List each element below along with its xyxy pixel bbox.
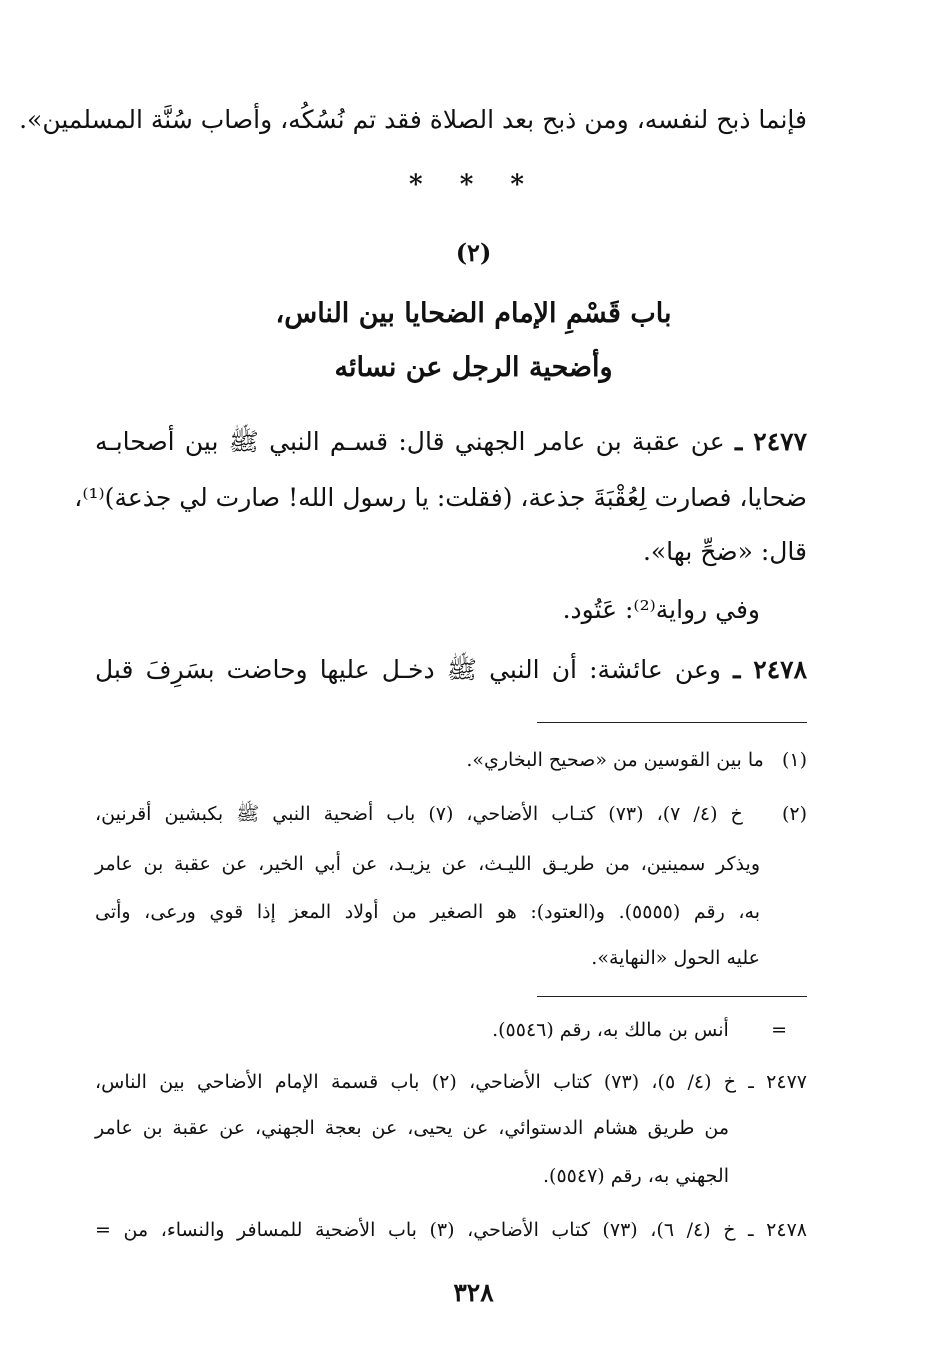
footnote-2-line-1 <box>95 798 807 830</box>
footnote-divider <box>537 722 807 723</box>
footnote-2-line-4: عليه الحول «النهاية». <box>591 947 760 969</box>
hadith-text: وعن عائشة: أن النبي ﷺ دخـل عليها وحاضت بسَرِفَ قبل <box>95 655 721 684</box>
footnote-marker: (١) <box>781 749 807 771</box>
source-2477-line-2: من طريق هشام الدستوائي، عن يحيى، عن بعجة الجهني، عن عقبة بن عامر <box>95 1117 729 1139</box>
footnote-text: ما بين القوسين من «صحيح البخاري». <box>466 749 764 771</box>
source-2477-line-1: ٢٤٧٧ ـ خ (٤/ ٥)، (٧٣) كتاب الأضاحي، (٢) باب قسمة الإمام الأضاحي بين الناس، <box>95 1071 807 1093</box>
chapter-title-line-1: باب قَسْمِ الإمام الضحايا بين الناس، <box>275 298 672 329</box>
hadith-2477-line-1 <box>95 422 807 462</box>
footnote-marker: (٢) <box>781 803 808 825</box>
hadith-2477-line-3: قال: «ضحِّ بها». <box>642 537 807 566</box>
footnote-1 <box>95 744 807 776</box>
hadith-number: ٢٤٧٧ ـ <box>734 427 808 456</box>
sources-divider <box>537 996 807 997</box>
footnote-2-line-3: به، رقم (٥٥٥٥). و(العتود): هو الصغير من أولاد المعز إذا قوي ورعى، وأتى <box>95 901 760 923</box>
chapter-title-line-2: وأضحية الرجل عن نسائه <box>334 352 613 383</box>
sources-continuation <box>95 1014 787 1046</box>
hadith-2477-line-2: ضحايا، فصارت لِعُقْبَةَ جذعة، (فقلت: يا رسول الله! صارت لي جذعة)⁽¹⁾، <box>74 483 807 512</box>
source-2478-line-1: ٢٤٧٨ ـ خ (٤/ ٦)، (٧٣) كتاب الأضاحي، (٣) باب الأضحية للمسافر والنساء، من = <box>95 1219 807 1241</box>
hadith-number: ٢٤٧٨ ـ <box>733 655 807 684</box>
continuation-marker: = <box>771 1019 787 1041</box>
hadith-2477-line-4: وفي رواية⁽²⁾: عَتُود. <box>562 595 760 624</box>
hadith-continuation-line: فإنما ذبح لنفسه، ومن ذبح بعد الصلاة فقد تم نُسُكُه، وأصاب سُنَّة المسلمين». <box>19 105 807 134</box>
section-separator: * * * <box>409 170 538 200</box>
page-number: ٣٢٨ <box>453 1278 494 1307</box>
source-2477-line-3: الجهني به، رقم (٥٥٤٧). <box>543 1165 729 1187</box>
continuation-text: أنس بن مالك به، رقم (٥٥٤٦). <box>492 1019 729 1041</box>
footnote-text: خ (٤/ ٧)، (٧٣) كتـاب الأضاحي، (٧) باب أضحية النبي ﷺ بكبشين أقرنين، <box>95 803 743 825</box>
chapter-number: (٢) <box>455 238 492 267</box>
hadith-text: عن عقبة بن عامر الجهني قال: قسـم النبي ﷺ بين أصحابـه <box>95 427 725 456</box>
hadith-2478-line-1 <box>95 650 807 690</box>
footnote-2-line-2: ويذكر سمينين، من طريـق الليـث، عن يزيـد، عن أبي الخير، عن عقبة بن عامر <box>95 853 760 875</box>
